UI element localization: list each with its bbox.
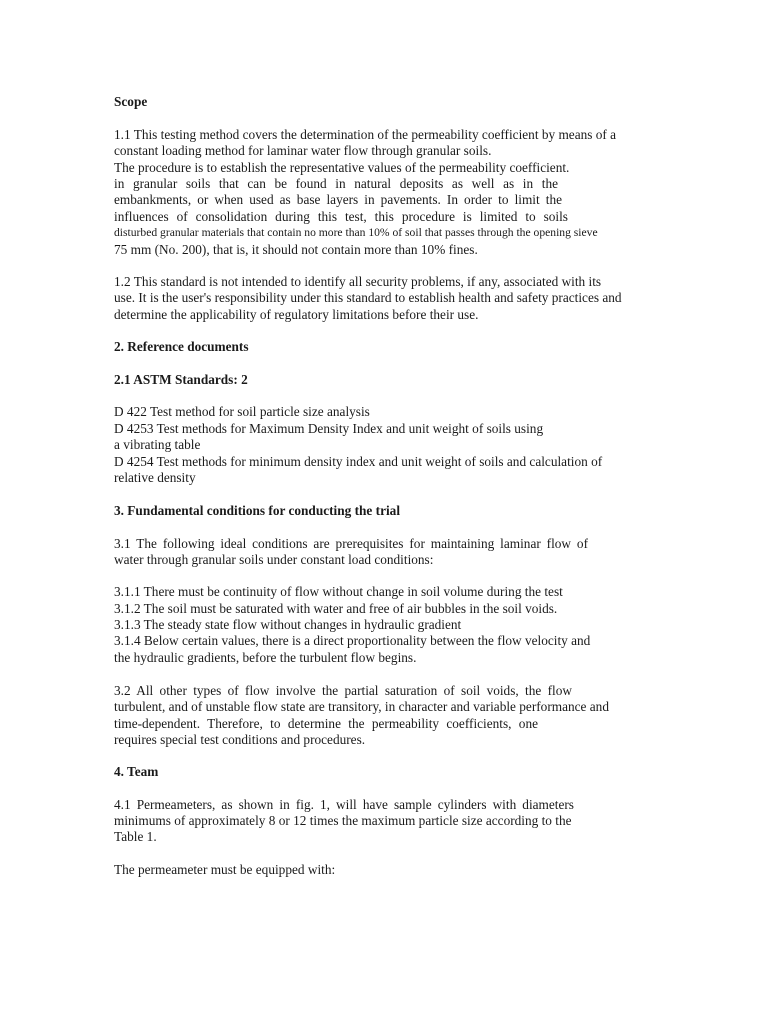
paragraph-3-1-line: 3.1 The following ideal conditions are prerequisites for maintaining laminar flow of	[114, 536, 588, 551]
paragraph-1-1-line: in granular soils that can be found in natural deposits as well as in the	[114, 176, 558, 191]
paragraph-3-1-line: water through granular soils under constant load conditions:	[114, 552, 434, 567]
paragraph-4-1-line: Table 1.	[114, 829, 157, 844]
section-3-heading: 3. Fundamental conditions for conducting the trial	[114, 503, 401, 518]
paragraph-1-1-line: The procedure is to establish the representative values of the permeability coefficient.	[114, 160, 570, 175]
condition-item-line: 3.1.3 The steady state flow without changes in hydraulic gradient	[114, 617, 462, 632]
closing-line: The permeameter must be equipped with:	[114, 862, 336, 877]
paragraph-3-2-line: requires special test conditions and procedures.	[114, 732, 366, 747]
reference-line: a vibrating table	[114, 437, 201, 452]
condition-item-line: 3.1.4 Below certain values, there is a direct proportionality between the flow velocity and	[114, 633, 591, 648]
reference-line: D 4253 Test methods for Maximum Density Index and unit weight of soils using	[114, 421, 544, 436]
scope-heading: Scope	[114, 94, 148, 109]
paragraph-1-2-line: determine the applicability of regulatory limitations before their use.	[114, 307, 479, 322]
paragraph-4-1-line: minimums of approximately 8 or 12 times the maximum particle size according to the	[114, 813, 572, 828]
paragraph-1-1-line: constant loading method for laminar water flow through granular soils.	[114, 143, 492, 158]
paragraph-3-2-line: time-dependent. Therefore, to determine the permeability coefficients, one	[114, 716, 538, 731]
paragraph-1-2-line: 1.2 This standard is not intended to identify all security problems, if any, associated with its	[114, 274, 602, 289]
paragraph-1-1-line: disturbed granular materials that contain no more than 10% of soil that passes through the opening sieve	[114, 226, 598, 239]
paragraph-3-2-line: 3.2 All other types of flow involve the partial saturation of soil voids, the flow	[114, 683, 572, 698]
reference-line: D 422 Test method for soil particle size analysis	[114, 404, 370, 419]
condition-item-line: the hydraulic gradients, before the turbulent flow begins.	[114, 650, 417, 665]
condition-item-line: 3.1.1 There must be continuity of flow without change in soil volume during the test	[114, 584, 563, 599]
condition-item-line: 3.1.2 The soil must be saturated with water and free of air bubbles in the soil voids.	[114, 601, 558, 616]
paragraph-1-2-line: use. It is the user's responsibility under this standard to establish health and safety practices and	[114, 290, 622, 305]
reference-line: D 4254 Test methods for minimum density index and unit weight of soils and calculation of	[114, 454, 603, 469]
paragraph-1-1-line: influences of consolidation during this test, this procedure is limited to soils	[114, 209, 568, 224]
paragraph-1-1-line: 75 mm (No. 200), that is, it should not contain more than 10% fines.	[114, 242, 478, 257]
section-2-heading: 2. Reference documents	[114, 339, 249, 354]
reference-line: relative density	[114, 470, 196, 485]
paragraph-1-1-line: 1.1 This testing method covers the determination of the permeability coefficient by means of a	[114, 127, 617, 142]
paragraph-1-1-line: embankments, or when used as base layers in pavements. In order to limit the	[114, 192, 562, 207]
paragraph-3-2-line: turbulent, and of unstable flow state are transitory, in character and variable performance and	[114, 699, 609, 714]
paragraph-4-1-line: 4.1 Permeameters, as shown in fig. 1, will have sample cylinders with diameters	[114, 797, 574, 812]
section-4-heading: 4. Team	[114, 764, 159, 779]
section-2-1-heading: 2.1 ASTM Standards: 2	[114, 372, 248, 387]
